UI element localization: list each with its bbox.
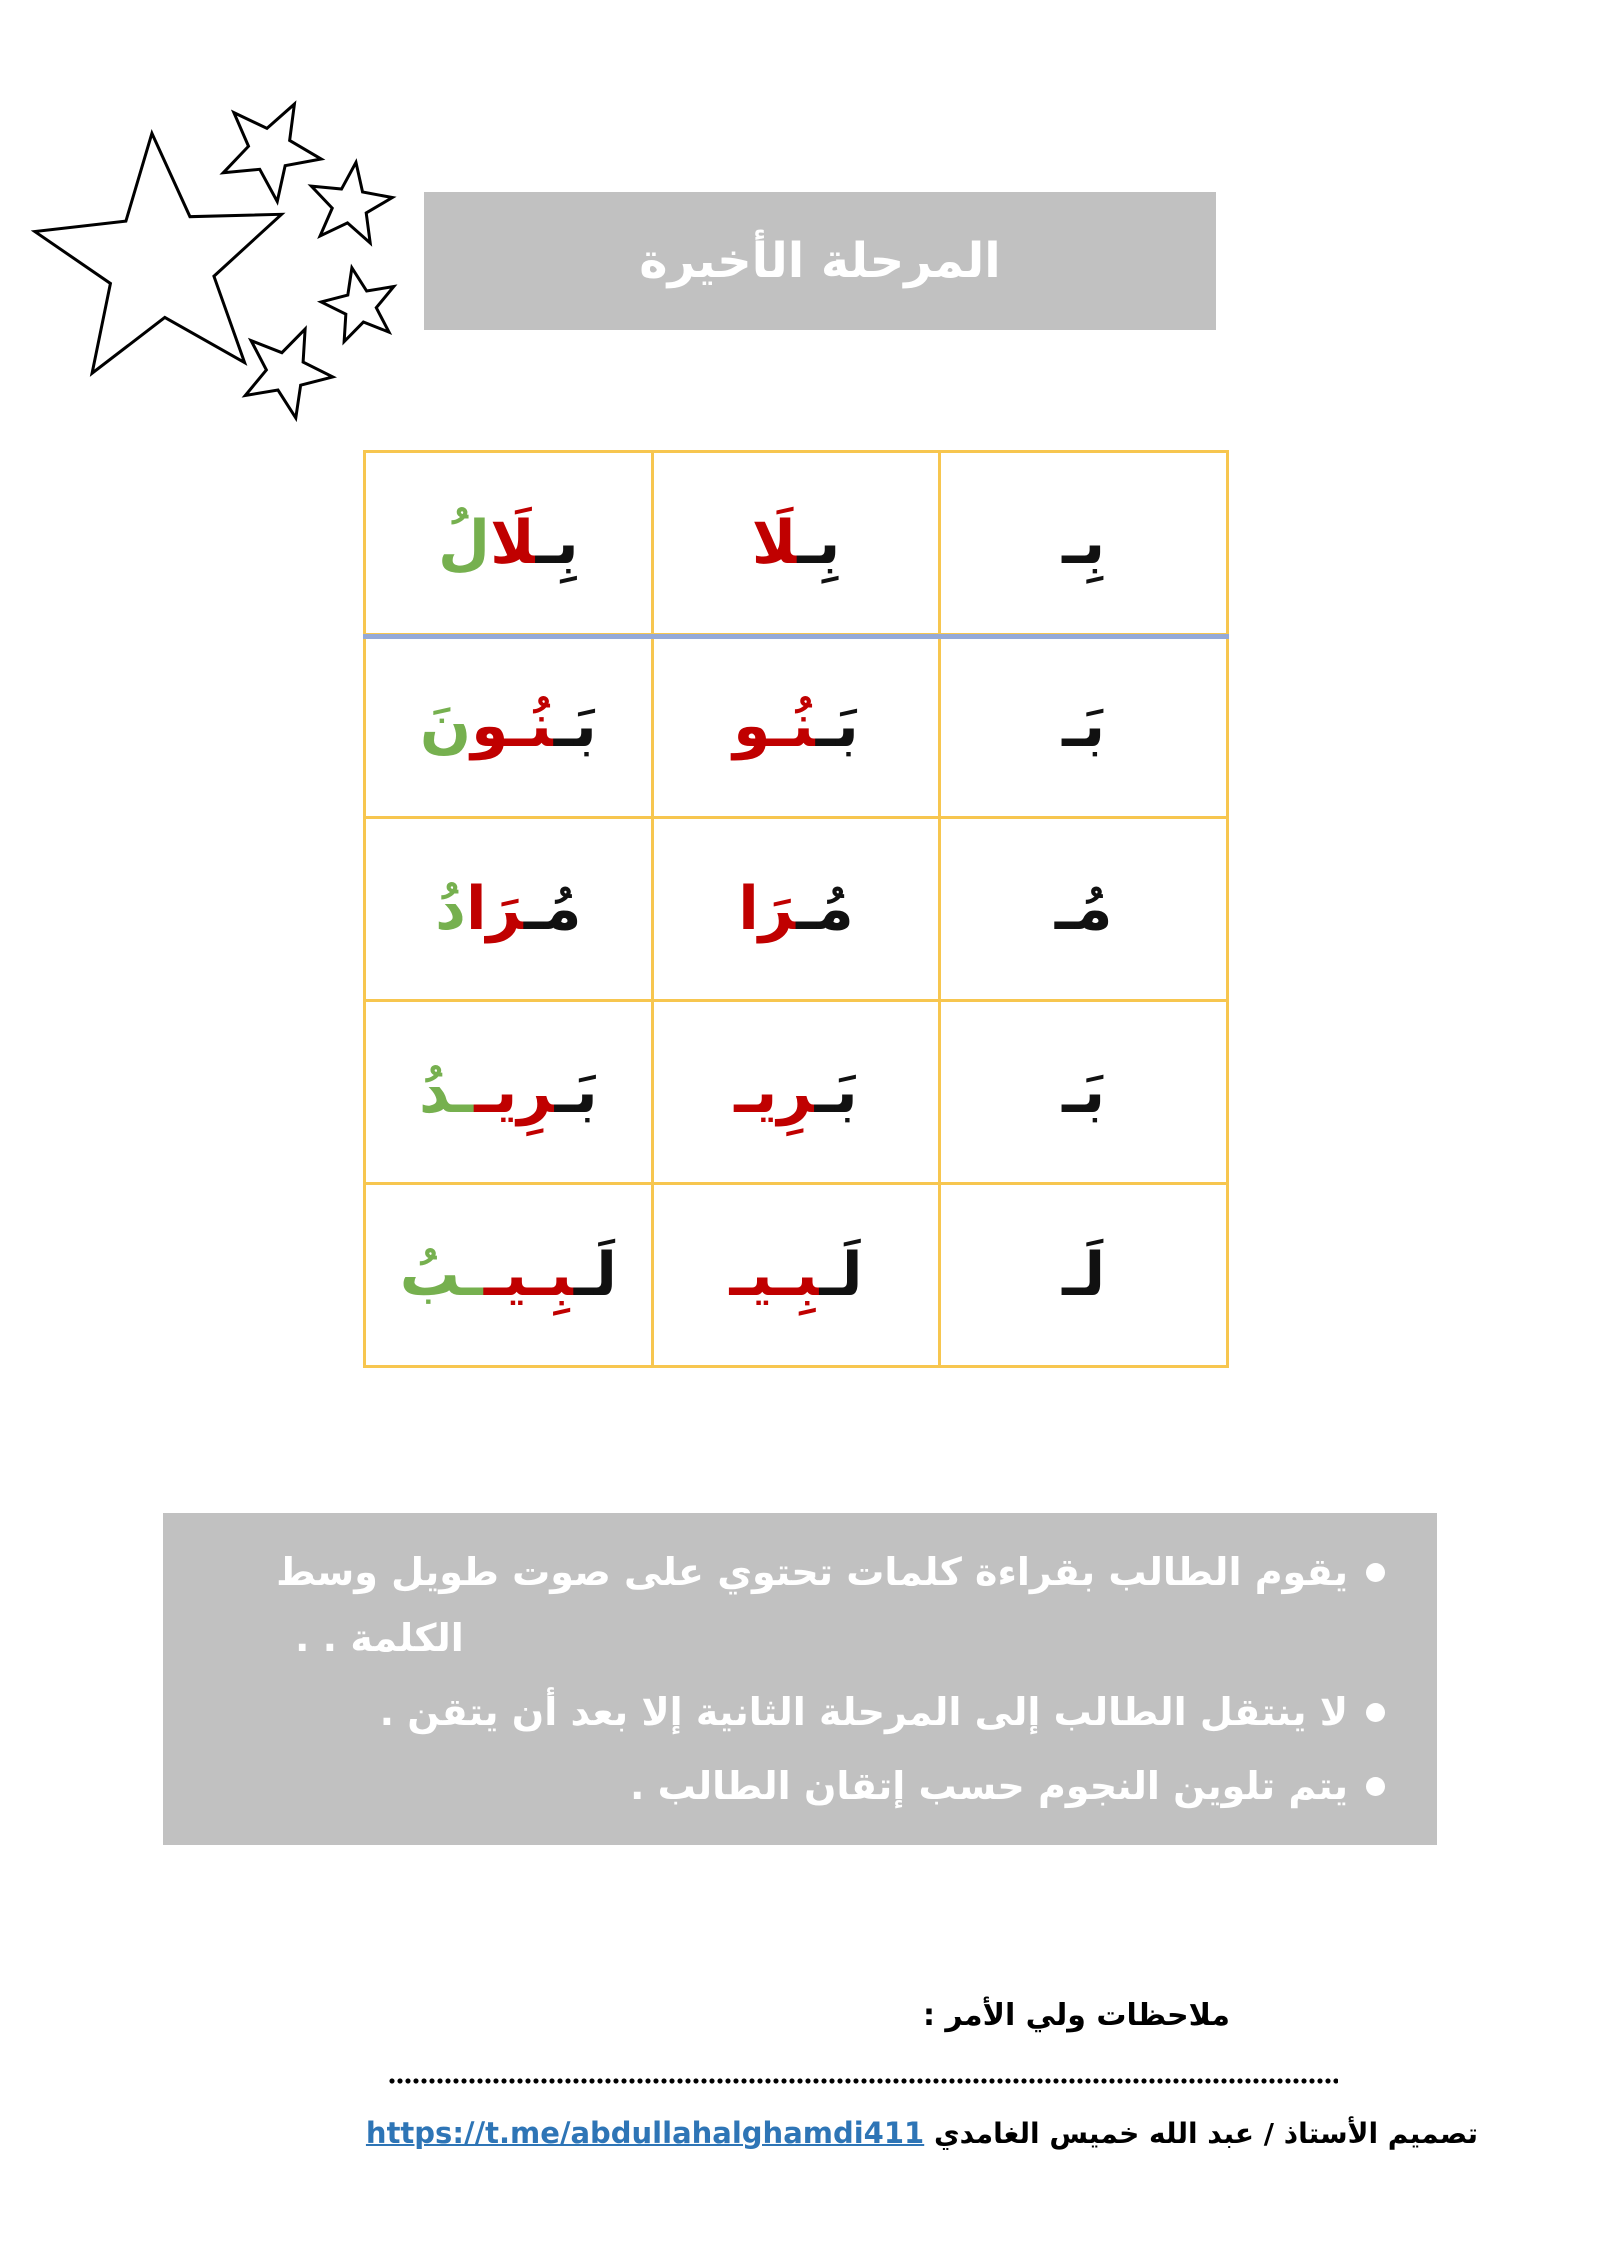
letter-cell xyxy=(940,818,1228,1001)
bullet-dot-icon xyxy=(1366,1563,1385,1582)
table-row xyxy=(365,1001,1228,1184)
partial-red-segment: لَا xyxy=(751,507,798,578)
word-cell xyxy=(365,1001,653,1184)
stars-decoration xyxy=(8,68,418,468)
title-banner xyxy=(424,192,1216,330)
letter-cell xyxy=(940,635,1228,818)
word-cell xyxy=(365,1184,653,1367)
partial-red-segment: رِيـ xyxy=(734,1056,815,1127)
partial-black-segment: مُـ xyxy=(796,873,854,944)
word-cell xyxy=(365,452,653,635)
partial-cell xyxy=(652,635,940,818)
partial-red-segment: بِـيـ xyxy=(729,1239,820,1310)
word-green-segment: ـبُ xyxy=(399,1239,484,1310)
word-red-segment: بِـيـ xyxy=(483,1239,574,1310)
credit-text: تصميم الأستاذ / عبد الله خميس الغامدي xyxy=(933,2117,1479,2150)
bullet-item xyxy=(211,1539,1385,1671)
table-row xyxy=(365,1184,1228,1367)
letter-segment: مُـ xyxy=(1054,873,1113,944)
partial-black-segment: بَـ xyxy=(814,1056,858,1127)
word-green-segment: لُ xyxy=(438,507,491,578)
partial-black-segment: بَـ xyxy=(815,690,859,761)
letter-cell xyxy=(940,1184,1228,1367)
bullet-line: الكلمة . . xyxy=(295,1616,464,1660)
bullet-dot-icon xyxy=(1366,1777,1385,1796)
row-divider-line xyxy=(363,634,1229,639)
bullet-line: يقوم الطالب بقراءة كلمات تحتوي على صوت طويل وسط xyxy=(276,1550,1348,1594)
bullet-text xyxy=(211,1539,1348,1671)
letter-segment: بَـ xyxy=(1062,690,1106,761)
star-small-right-icon xyxy=(305,157,397,245)
word-black-segment: بَـ xyxy=(554,1056,598,1127)
instructions-panel xyxy=(163,1513,1437,1845)
dotted-fill-line xyxy=(388,2076,1338,2086)
partial-cell xyxy=(652,818,940,1001)
bullet-dot-icon xyxy=(1366,1703,1385,1722)
word-red-segment: نُـو xyxy=(471,690,554,761)
word-black-segment: بَـ xyxy=(553,690,597,761)
word-cell xyxy=(365,635,653,818)
letter-cell xyxy=(940,452,1228,635)
credit-link[interactable]: https://t.me/abdullahalghamdi411 xyxy=(365,2116,925,2150)
partial-cell xyxy=(652,1001,940,1184)
bullet-text: يتم تلوين النجوم حسب إتقان الطالب . xyxy=(629,1764,1348,1808)
word-green-segment: نَ xyxy=(419,690,472,761)
word-red-segment: رِيـ xyxy=(474,1056,555,1127)
letter-segment: لَـ xyxy=(1062,1239,1106,1310)
table-row xyxy=(365,635,1228,818)
letter-segment: بَـ xyxy=(1062,1056,1106,1127)
partial-black-segment: بِـ xyxy=(797,507,841,578)
letter-cell xyxy=(940,1001,1228,1184)
word-cell xyxy=(365,818,653,1001)
partial-black-segment: لَـ xyxy=(819,1239,863,1310)
letter-segment: بِـ xyxy=(1062,507,1106,578)
partial-cell xyxy=(652,1184,940,1367)
syllable-table xyxy=(363,450,1229,1368)
table-row xyxy=(365,818,1228,1001)
word-black-segment: بِـ xyxy=(535,507,579,578)
partial-cell xyxy=(652,452,940,635)
word-red-segment: رَا xyxy=(465,873,524,944)
star-small-mid-icon xyxy=(316,260,403,344)
credit-line xyxy=(350,2116,1480,2150)
bullet-item xyxy=(211,1679,1385,1745)
partial-red-segment: رَا xyxy=(738,873,797,944)
word-green-segment: دُ xyxy=(435,873,466,944)
bullet-item xyxy=(211,1753,1385,1819)
word-red-segment: لَا xyxy=(490,507,536,578)
bullet-text: لا ينتقل الطالب إلى المرحلة الثانية إلا بعد أن يتقن . xyxy=(379,1690,1348,1734)
word-black-segment: مُـ xyxy=(523,873,582,944)
parent-notes-label: ملاحظات ولي الأمر : xyxy=(922,1998,1230,2033)
partial-red-segment: نُـو xyxy=(733,690,816,761)
star-medium-bottom-icon xyxy=(230,311,346,425)
table-row xyxy=(365,452,1228,635)
word-green-segment: ـدُ xyxy=(419,1056,475,1127)
page-title: المرحلة الأخيرة xyxy=(639,233,1001,289)
word-black-segment: لَـ xyxy=(573,1239,617,1310)
